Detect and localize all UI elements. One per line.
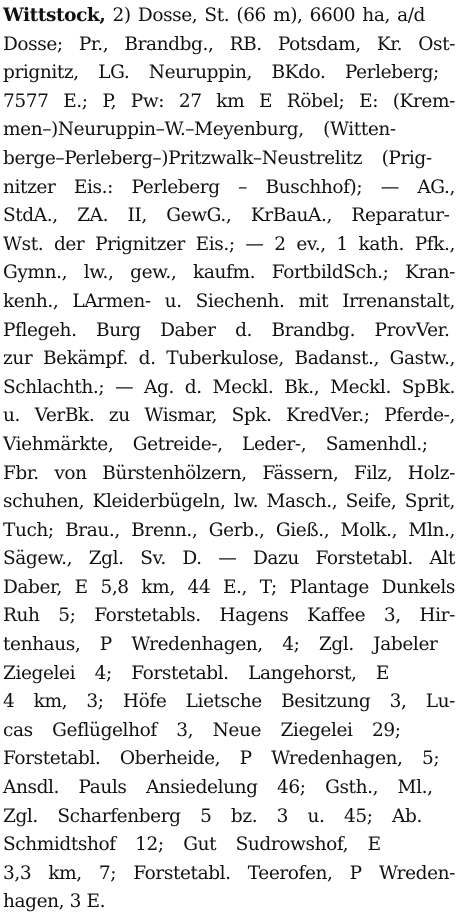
entry-line [3, 116, 455, 145]
entry-line [3, 574, 455, 603]
entry-line [3, 402, 455, 431]
entry-line [3, 145, 455, 174]
entry-line [3, 517, 455, 546]
entry-line-text: tenhaus, P Wredenhagen, 4; Zgl. Jabeler [3, 634, 438, 656]
entry-line-text: berge–Perleberg–)Pritzwalk–Neustrelitz (Prig- [3, 147, 432, 169]
entry-line [3, 59, 455, 88]
entry-line-text: schuhen, Kleiderbügeln, lw. Masch., Seife, Sprit, [3, 491, 455, 513]
entry-line-text: Zgl. Scharfenberg 5 bz. 3 u. 45; Ab. [3, 805, 422, 827]
entry-line [3, 745, 455, 774]
entry-line-text: zur Bekämpf. d. Tuberkulose, Badanst., Gastw., [3, 348, 455, 370]
entry-line-text: men–)Neuruppin–W.–Meyenburg, (Witten- [3, 119, 396, 141]
entry-line [3, 688, 455, 717]
entry-line [3, 231, 455, 260]
entry-line-text: Fbr. von Bürstenhölzern, Fässern, Filz, Holz- [3, 462, 455, 484]
entry-line-text: Schlachth.; — Ag. d. Meckl. Bk., Meckl. SpBk. [3, 376, 455, 398]
entry-line-text: Sägew., Zgl. Sv. D. — Dazu Forstetabl. Alt [3, 548, 455, 570]
entry-line-text: hagen, 3 E. [3, 891, 106, 913]
entry-line [3, 860, 455, 889]
entry-line-text: 3,3 km, 7; Forstetabl. Teerofen, P Wreden- [3, 862, 455, 884]
entry-line-text: Daber, E 5,8 km, 44 E., T; Plantage Dunkels [3, 576, 456, 598]
entry-line [3, 460, 455, 489]
entry-line-text: Viehmärkte, Getreide-, Leder-, Samenhdl.; [3, 433, 428, 455]
entry-line-text: Schmidtshof 12; Gut Sudrowshof, E [3, 834, 381, 856]
entry-line-text: 7577 E.; P, Pw: 27 km E Röbel; E: (Krem- [3, 90, 455, 112]
entry-line-text: Dosse; Pr., Brandbg., RB. Potsdam, Kr. Ost- [3, 33, 456, 55]
entry-line [3, 374, 455, 403]
entry-line-text: 4 km, 3; Höfe Lietsche Besitzung 3, Lu- [3, 691, 455, 713]
entry-line-text: cas Geflügelhof 3, Neue Ziegelei 29; [3, 719, 401, 741]
entry-line [3, 488, 455, 517]
entry-line-text: Forstetabl. Oberheide, P Wredenhagen, 5; [3, 748, 440, 770]
entry-line-text: Gymn., lw., gew., kaufm. FortbildSch.; Kran- [3, 262, 455, 284]
entry-line-text: Tuch; Brau., Brenn., Gerb., Gieß., Molk., Mln., [3, 519, 455, 541]
entry-line [3, 631, 455, 660]
entry-line [3, 602, 455, 631]
entry-headword: Wittstock, [3, 5, 106, 26]
entry-line [3, 774, 455, 803]
entry-line [3, 803, 455, 832]
entry-line [3, 717, 455, 746]
entry-line [3, 88, 455, 117]
directory-entry [3, 2, 456, 913]
entry-line [3, 545, 455, 574]
entry-line [3, 202, 455, 231]
entry-line [3, 174, 455, 203]
entry-line-text: kenh., LArmen- u. Siechenh. mit Irrenanstalt, [3, 290, 456, 312]
entry-line [3, 259, 455, 288]
entry-line-text: Ansdl. Pauls Ansiedelung 46; Gsth., Ml., [3, 777, 433, 799]
entry-line-text: Ruh 5; Forstetabls. Hagens Kaffee 3, Hir- [3, 605, 455, 627]
entry-line-text: nitzer Eis.: Perleberg – Buschhof); — AG., [3, 176, 455, 198]
entry-line-text: 2) Dosse, St. (66 m), 6600 ha, a/d [105, 5, 425, 26]
entry-line [3, 345, 455, 374]
entry-line-text: prignitz, LG. Neuruppin, BKdo. Perleberg; [3, 62, 439, 84]
entry-line [3, 31, 455, 60]
entry-line-text: StdA., ZA. II, GewG., KrBauA., Reparatur- [3, 205, 450, 227]
entry-line [3, 2, 455, 31]
entry-line-text: Wst. der Prignitzer Eis.; — 2 ev., 1 kath. Pfk., [3, 233, 455, 255]
entry-line [3, 888, 455, 917]
entry-line-text: u. VerBk. zu Wismar, Spk. KredVer.; Pferde-, [3, 405, 455, 427]
entry-line [3, 660, 455, 689]
entry-line [3, 831, 455, 860]
entry-line-text: Pflegeh. Burg Daber d. Brandbg. ProvVer. [3, 319, 450, 341]
entry-line [3, 431, 455, 460]
entry-line [3, 288, 455, 317]
entry-line-text: Ziegelei 4; Forstetabl. Langehorst, E [3, 662, 390, 684]
entry-line [3, 317, 455, 346]
